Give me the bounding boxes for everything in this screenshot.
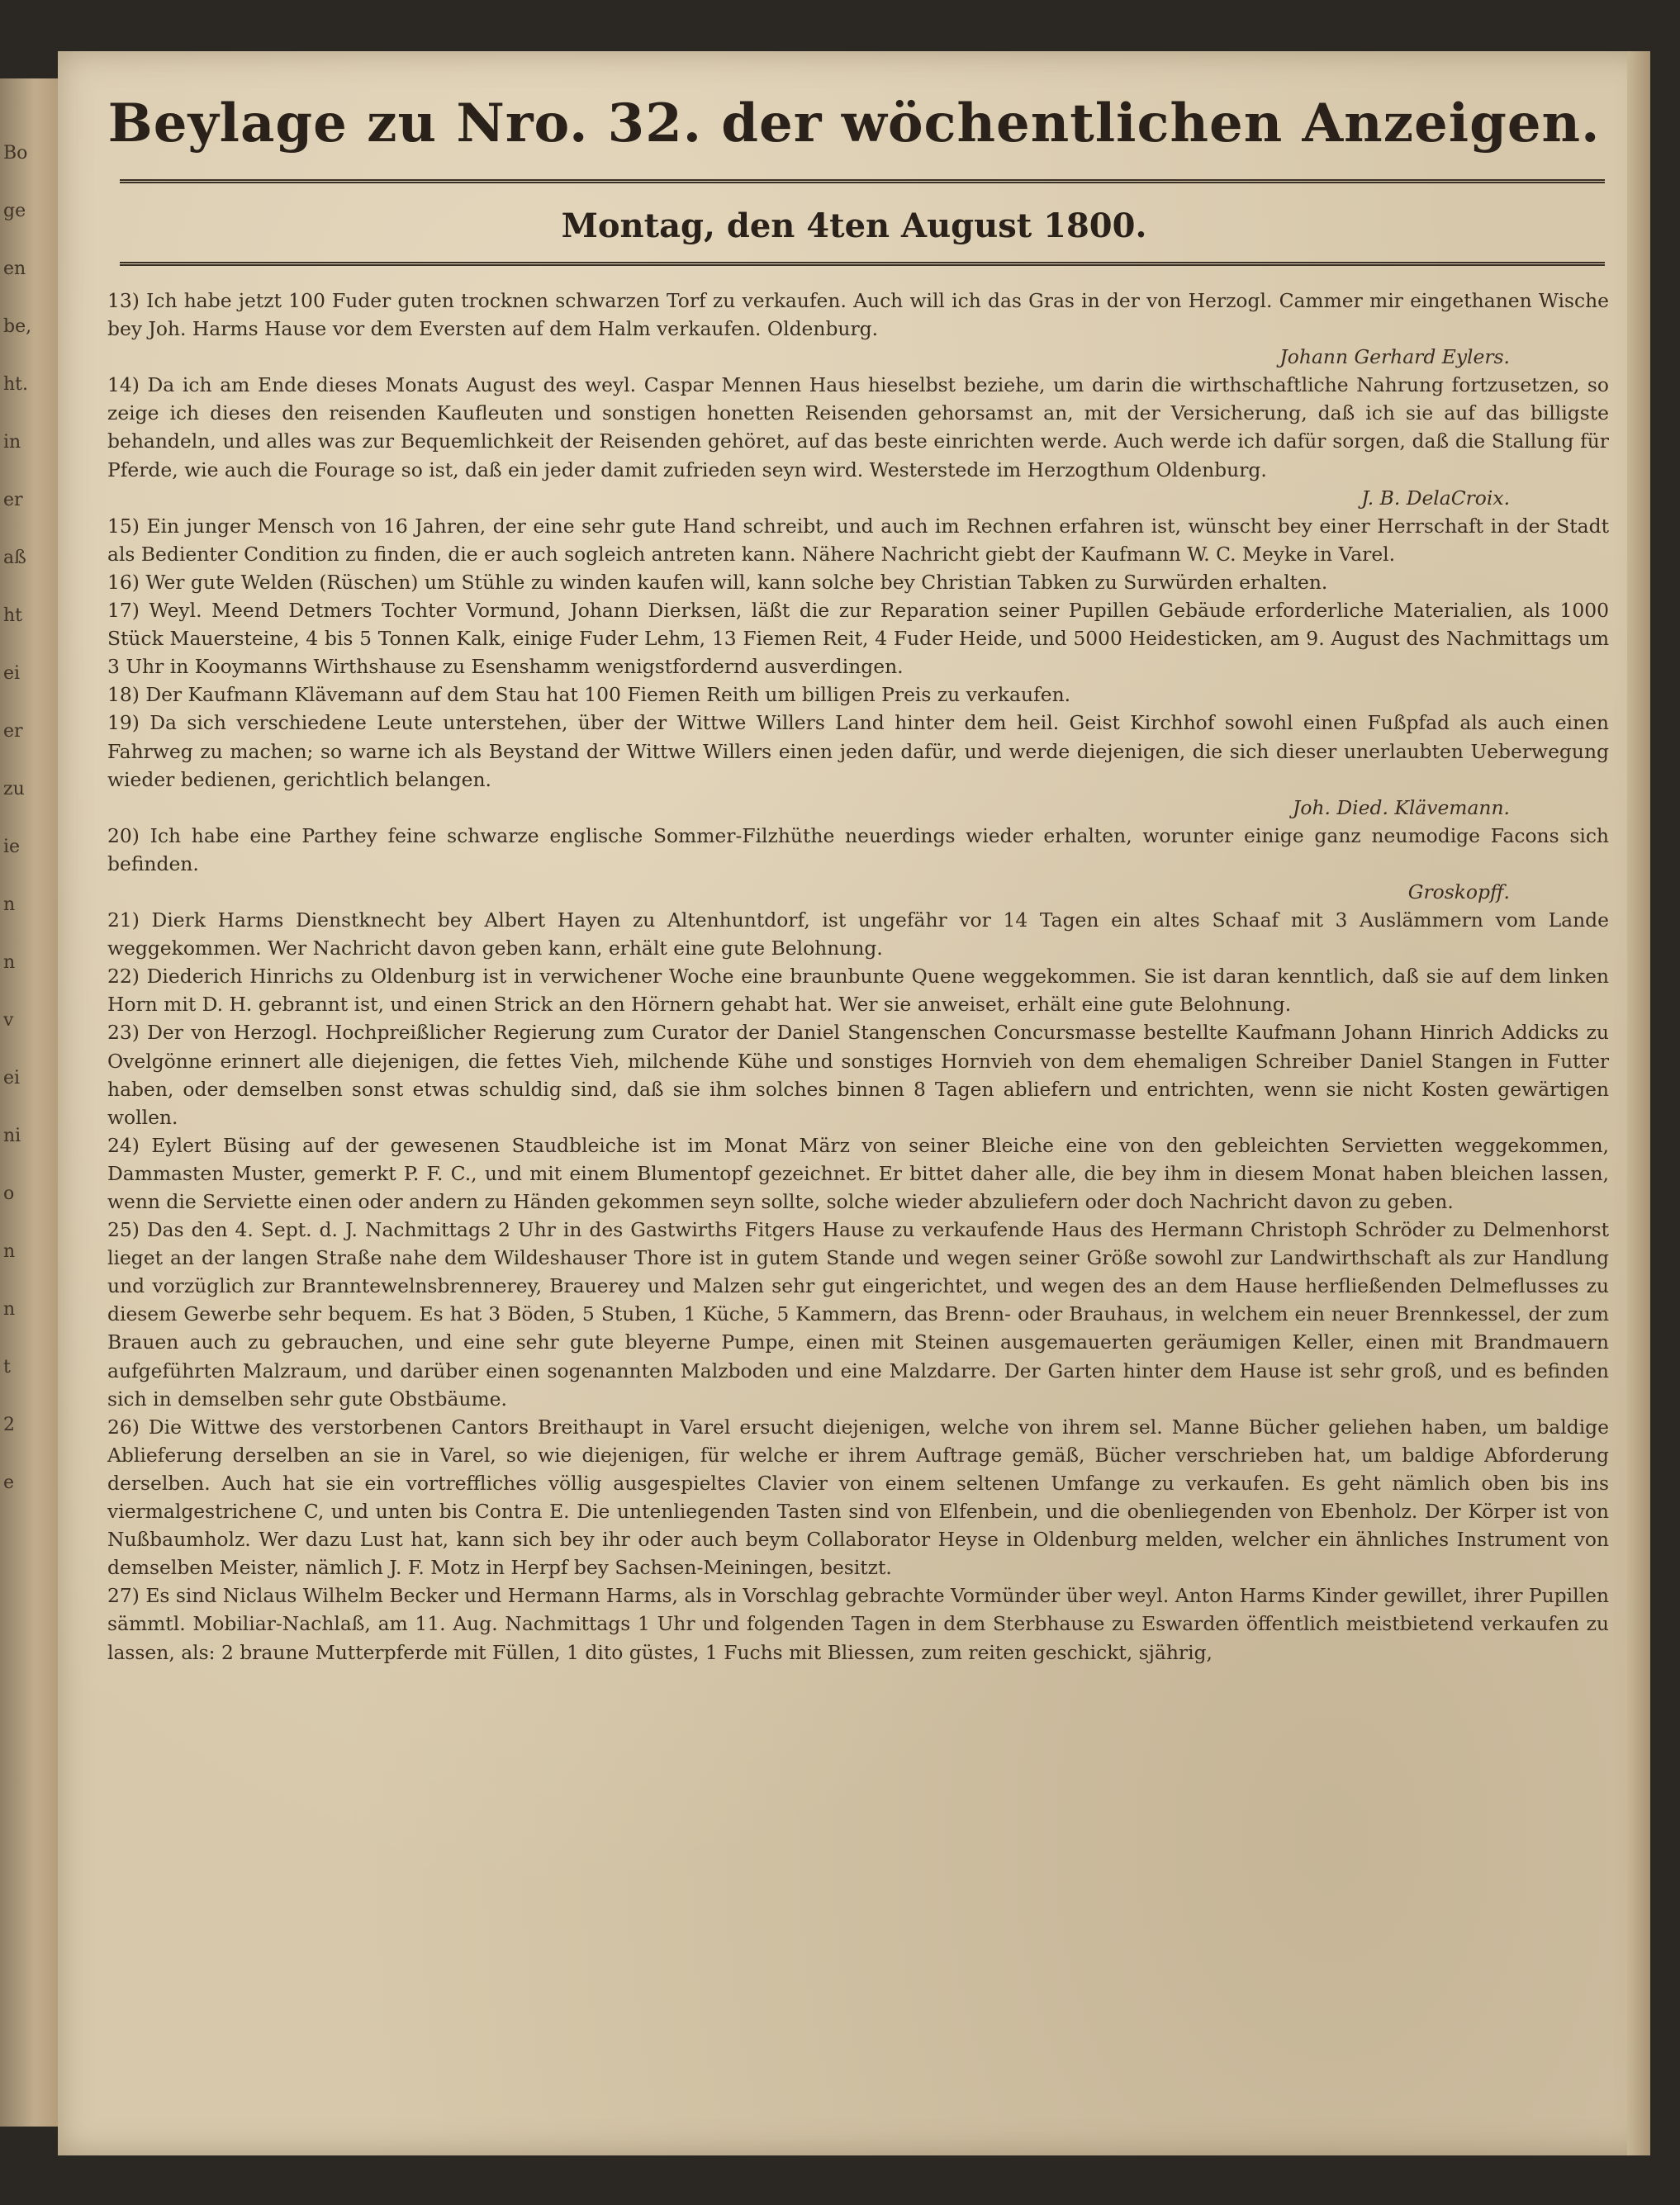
adjacent-page-fragment: ei (3, 1068, 21, 1088)
masthead-rule (120, 179, 1605, 183)
advertisement-entry (107, 512, 1609, 568)
adjacent-page-fragment: Bo (3, 143, 28, 164)
advertisement-signature: J. B. DelaCroix. (1361, 486, 1510, 510)
adjacent-page-fragment: o (3, 1183, 15, 1204)
advertisement-entry (107, 568, 1609, 596)
adjacent-page-fragment: ht. (3, 374, 29, 395)
advertisement-text: 23) Der von Herzogl. Hochpreißlicher Regierung zum Curator der Daniel Stangenschen Concursmasse bestellte Kaufmann Johann Hinrich Addicks zu Ovelgönne erinnert alle diejenigen, die fettes Vieh, milchende Kühe und sonstiges Hornvieh von dem ehemaligen Schreiber Daniel Stangen in Futter haben, oder demselben sonst etwas schuldig sind, daß sie ihm solches binnen 8 Tagen abliefern und entrichten, wenn sie nicht Kosten gewärtigen wollen. (107, 1021, 1609, 1129)
advertisement-text: 26) Die Wittwe des verstorbenen Cantors Breithaupt in Varel ersucht diejenigen, welche von ihrem sel. Manne Bücher geliehen haben, um baldige Ablieferung derselben an sie in Varel, so wie diejenigen, für welche er ihrem Auftrage gemäß, Bücher verschrieben hat, um baldige Abforderung derselben. Auch hat sie ein vortreffliches völlig ausgespieltes Clavier von einem seltenen Umfange zu verkaufen. Es geht nämlich oben bis ins viermalgestrichene C, und unten bis Contra E. Die untenliegenden Tasten sind von Elfenbein, und die obenliegenden von Ebenholz. Der Körper ist von Nußbaumholz. Wer dazu Lust hat, kann sich bey ihr oder auch beym Collaborator Heyse in Oldenburg melden, welcher ein ähnliches Instrument von demselben Meister, nämlich J. F. Motz in Herpf bey Sachsen-Meiningen, besitzt. (107, 1415, 1609, 1580)
adjacent-page-fragment: n (3, 1299, 16, 1320)
advertisement-entry (107, 1216, 1609, 1413)
advertisement-text: 18) Der Kaufmann Klävemann auf dem Stau hat 100 Fiemen Reith um billigen Preis zu verkaufen. (107, 683, 1071, 707)
dateline-rule (120, 262, 1605, 266)
advertisement-text: 25) Das den 4. Sept. d. J. Nachmittags 2 Uhr in des Gastwirths Fitgers Hause zu verkaufende Haus des Hermann Christoph Schröder zu Delmenhorst lieget an der langen Straße nahe dem Wildeshauser Thore ist in gutem Stande und wegen seiner Größe sowohl zur Landwirthschaft als zur Handlung und vorzüglich zur Branntewelnsbrennerey, Brauerey und Malzen sehr gut eingerichtet, und wegen des an dem Hause herfließenden Delmeflusses zu diesem Gewerbe sehr bequem. Es hat 3 Böden, 5 Stuben, 1 Küche, 5 Kammern, das Brenn- oder Brauhaus, in welchem ein neuer Brennkessel, der zum Brauen auch zu gebrauchen, und eine sehr gute bleyerne Pumpe, einen mit Steinen ausgemauerten geräumigen Keller, einen mit Brandmauern aufgeführten Malzraum, und darüber einen sogenannten Malzboden und eine Malzdarre. Der Garten hinter dem Hause ist sehr groß, und es befinden sich in demselben sehr gute Obstbäume. (107, 1218, 1609, 1411)
masthead-title: Beylage zu Nro. 32. der wöchentlichen Anzeigen. (107, 92, 1601, 154)
advertisement-text: 19) Da sich verschiedene Leute unterstehen, über der Wittwe Willers Land hinter dem heil. Geist Kirchhof sowohl einen Fußpfad als auch einen Fahrweg zu machen; so warne ich als Beystand der Wittwe Willers einen jeden dafür, und werde diejenigen, die sich dieser unerlaubten Ueberwegung wieder bedienen, gerichtlich belangen. (107, 711, 1609, 791)
advertisement-text: 22) Diederich Hinrichs zu Oldenburg ist in verwichener Woche eine braunbunte Quene weggekommen. Sie ist daran kenntlich, daß sie auf dem linken Horn mit D. H. gebrannt ist, und einen Strick an den Hörnern gehabt hat. Wer sie anweiset, erhält eine gute Belohnung. (107, 965, 1609, 1017)
adjacent-page-fragment: ht (3, 605, 23, 626)
adjacent-page-fragment: e (3, 1472, 15, 1493)
advertisement-signature: Groskopff. (1407, 880, 1510, 903)
page-fore-edge (1627, 51, 1650, 2155)
advertisement-text: 21) Dierk Harms Dienstknecht bey Albert Hayen zu Altenhuntdorf, ist ungefähr vor 14 Tagen ein altes Schaaf mit 3 Auslämmern vom Lande weggekommen. Wer Nachricht davon geben kann, erhält eine gute Belohnung. (107, 908, 1609, 960)
adjacent-page-fragment: n (3, 952, 16, 973)
adjacent-page-fragment: ei (3, 663, 21, 684)
adjacent-page-fragment: zu (3, 779, 25, 799)
advertisement-signature: Johann Gerhard Eylers. (1279, 345, 1510, 369)
adjacent-page-fragment: ge (3, 201, 26, 221)
advertisement-text: 14) Da ich am Ende dieses Monats August des weyl. Caspar Mennen Haus hieselbst beziehe, um darin die wirthschaftliche Nahrung fortzusetzen, so zeige ich dieses den reisenden Kaufleuten und sonstigen honetten Reisenden gehorsamst an, mit der Versicherung, daß ich sie auf das billigste behandeln, und alles was zur Bequemlichkeit der Reisenden gehöret, auf das beste einrichten werde. Auch werde ich dafür sorgen, daß die Stallung für Pferde, wie auch die Fourage so ist, daß ein jeder damit zufrieden seyn wird. Westerstede im Herzogthum Oldenburg. (107, 373, 1609, 481)
adjacent-page-fragment: ni (3, 1126, 21, 1146)
advertisement-text: 24) Eylert Büsing auf der gewesenen Staudbleiche ist im Monat März von seiner Bleiche eine von den gebleichten Servietten weggekommen, Dammasten Muster, gemerkt P. F. C., und mit einem Blumentopf gezeichnet. Er bittet daher alle, die bey ihm in diesem Monat haben bleichen lassen, wenn die Serviette einen oder andern zu Händen gekommen seyn sollte, solche wieder abzuliefern oder doch Nachricht davon zu geben. (107, 1133, 1609, 1213)
adjacent-page-fragment: n (3, 1241, 16, 1262)
advertisement-entry (107, 709, 1609, 821)
advertisement-entry (107, 680, 1609, 709)
adjacent-page-fragment: er (3, 721, 23, 742)
adjacent-page-fragment: n (3, 894, 16, 915)
adjacent-page-fragment: t (3, 1357, 11, 1378)
adjacent-page-edge (0, 78, 60, 2127)
adjacent-page-fragment: v (3, 1010, 14, 1031)
adjacent-page-fragment: be, (3, 316, 32, 337)
advertisement-entry (107, 962, 1609, 1018)
newspaper-page (58, 51, 1650, 2155)
advertisement-entry (107, 906, 1609, 962)
advertisement-text: 27) Es sind Niclaus Wilhelm Becker und Hermann Harms, als in Vorschlag gebrachte Vormünder über weyl. Anton Harms Kinder gewillet, ihrer Pupillen sämmtl. Mobiliar-Nachlaß, am 11. Aug. Nachmittags 1 Uhr und folgenden Tagen in dem Sterbhause zu Eswarden öffentlich meistbietend verkaufen zu lassen, als: 2 braune Mutterpferde mit Füllen, 1 dito güstes, 1 Fuchs mit Bliessen, zum reiten geschickt, sjährig, (107, 1584, 1609, 1664)
adjacent-page-fragment: en (3, 258, 26, 279)
advertisement-text: 15) Ein junger Mensch von 16 Jahren, der eine sehr gute Hand schreibt, und auch im Rechnen erfahren ist, wünscht bey einer Herrschaft in der Stadt als Bedienter Condition zu finden, die er auch sogleich antreten kann. Nähere Nachricht giebt der Kaufmann W. C. Meyke in Varel. (107, 514, 1609, 566)
advertisement-entry (107, 596, 1609, 680)
advertisement-text: 17) Weyl. Meend Detmers Tochter Vormund, Johann Dierksen, läßt die zur Reparation seiner Pupillen Gebäude erforderliche Materialien, als 1000 Stück Mauersteine, 4 bis 5 Tonnen Kalk, einige Fuder Lehm, 13 Fiemen Reit, 4 Fuder Heide, und 5000 Heidesticken, am 9. August des Nachmittags um 3 Uhr in Kooymanns Wirthshause zu Esenshamm wenigstfordernd ausverdingen. (107, 599, 1609, 679)
advertisement-text: 20) Ich habe eine Parthey feine schwarze englische Sommer-Filzhüthe neuerdings wieder erhalten, worunter einige ganz neumodige Facons sich befinden. (107, 823, 1609, 875)
advertisement-entry (107, 1581, 1609, 1666)
advertisements-body (107, 287, 1609, 1667)
advertisement-entry (107, 1018, 1609, 1131)
dateline: Montag, den 4ten August 1800. (561, 206, 1147, 245)
advertisement-entry (107, 822, 1609, 906)
adjacent-page-fragment: aß (3, 548, 26, 568)
adjacent-page-fragment: er (3, 490, 23, 510)
adjacent-page-fragment: 2 (3, 1415, 15, 1435)
advertisement-signature: Joh. Died. Klävemann. (1293, 795, 1510, 819)
advertisement-text: 13) Ich habe jetzt 100 Fuder guten trocknen schwarzen Torf zu verkaufen. Auch will ich das Gras in der von Herzogl. Cammer mir eingethanen Wische bey Joh. Harms Hause vor dem Eversten auf dem Halm verkaufen. Oldenburg. (107, 289, 1609, 341)
adjacent-page-fragment: ie (3, 837, 21, 857)
adjacent-page-fragment: in (3, 432, 21, 453)
advertisement-text: 16) Wer gute Welden (Rüschen) um Stühle zu winden kaufen will, kann solche bey Christian Tabken zu Surwürden erhalten. (107, 570, 1328, 594)
advertisement-entry (107, 371, 1609, 511)
advertisement-entry (107, 1131, 1609, 1216)
advertisement-entry (107, 1413, 1609, 1582)
advertisement-entry (107, 287, 1609, 371)
